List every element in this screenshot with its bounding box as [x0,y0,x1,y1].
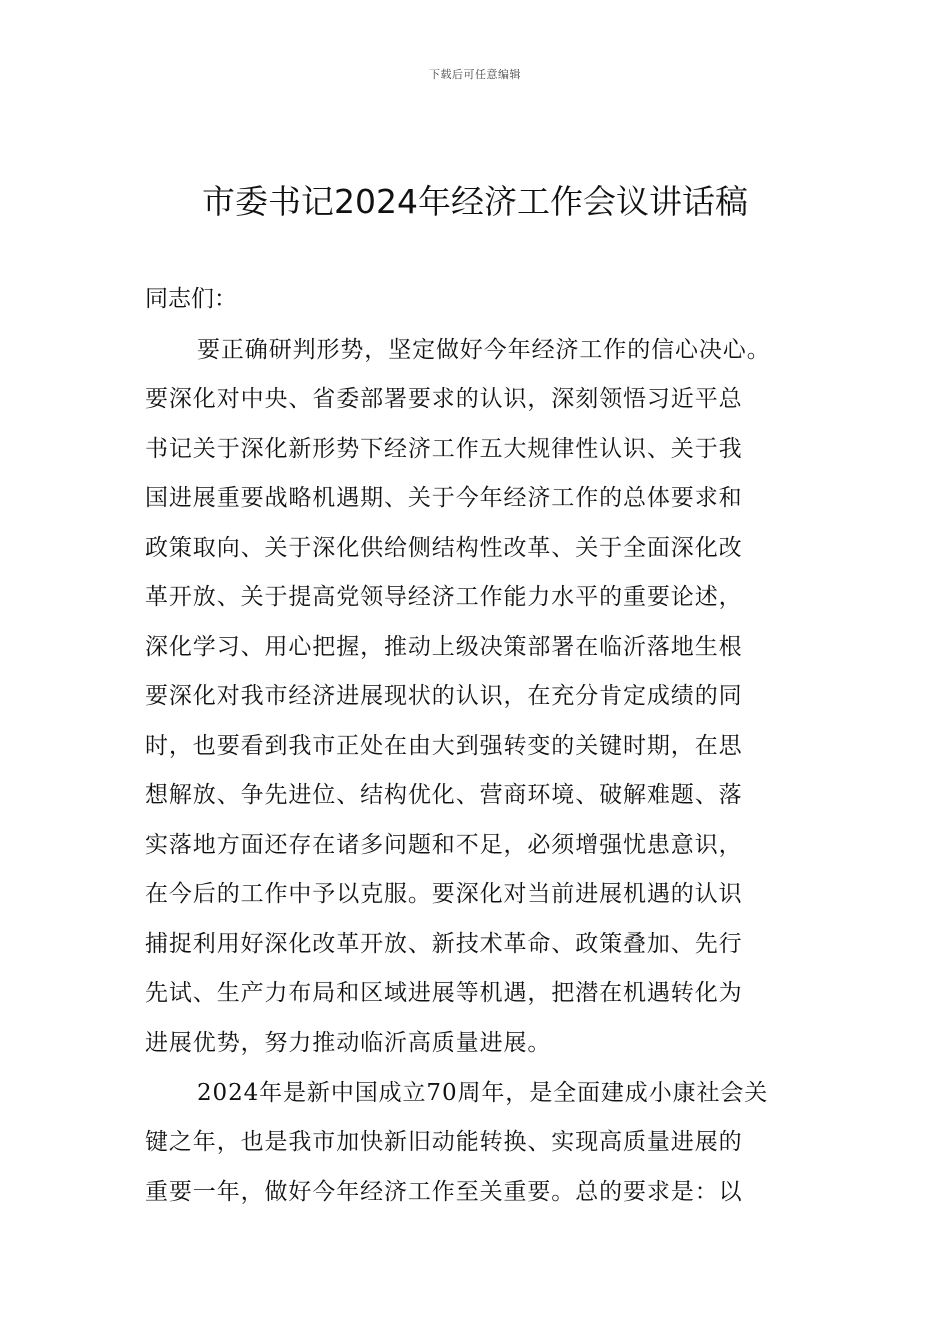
paragraph-1-line-10: 想解放、争先进位、结构优化、营商环境、破解难题、落 [145,782,743,808]
paragraph-1-line-11: 实落地方面还存在诸多问题和不足，必须增强忧患意识， [145,832,743,858]
paragraph-2-line-3: 重要一年，做好今年经济工作至关重要。总的要求是：以 [145,1179,743,1205]
paragraph-2-line-1: 2024年是新中国成立70周年，是全面建成小康社会关 [197,1080,769,1106]
paragraph-1-line-8: 要深化对我市经济进展现状的认识，在充分肯定成绩的同 [145,683,743,709]
paragraph-1-line-9: 时，也要看到我市正处在由大到强转变的关键时期，在思 [145,733,743,759]
paragraph-1-line-4: 国进展重要战略机遇期、关于今年经济工作的总体要求和 [145,485,743,511]
document-title: 市委书记2024年经济工作会议讲话稿 [202,182,748,221]
paragraph-1-line-5: 政策取向、关于深化供给侧结构性改革、关于全面深化改 [145,535,743,561]
paragraph-1-line-2: 要深化对中央、省委部署要求的认识，深刻领悟习近平总 [145,386,743,412]
header-note: 下载后可任意编辑 [429,68,521,81]
paragraph-1-line-3: 书记关于深化新形势下经济工作五大规律性认识、关于我 [145,436,743,462]
paragraph-1-line-14: 先试、生产力布局和区域进展等机遇，把潜在机遇转化为 [145,980,743,1006]
paragraph-1-line-6: 革开放、关于提高党领导经济工作能力水平的重要论述， [145,584,743,610]
paragraph-1-line-13: 捕捉利用好深化改革开放、新技术革命、政策叠加、先行 [145,931,743,957]
paragraph-1-line-7: 深化学习、用心把握，推动上级决策部署在临沂落地生根 [145,634,743,660]
paragraph-1-line-15: 进展优势，努力推动临沂高质量进展。 [145,1030,552,1056]
salutation: 同志们： [145,286,237,312]
paragraph-1-line-12: 在今后的工作中予以克服。要深化对当前进展机遇的认识 [145,881,743,907]
paragraph-2-line-2: 键之年，也是我市加快新旧动能转换、实现高质量进展的 [145,1129,743,1155]
paragraph-1-line-1: 要正确研判形势，坚定做好今年经济工作的信心决心。 [197,337,771,363]
